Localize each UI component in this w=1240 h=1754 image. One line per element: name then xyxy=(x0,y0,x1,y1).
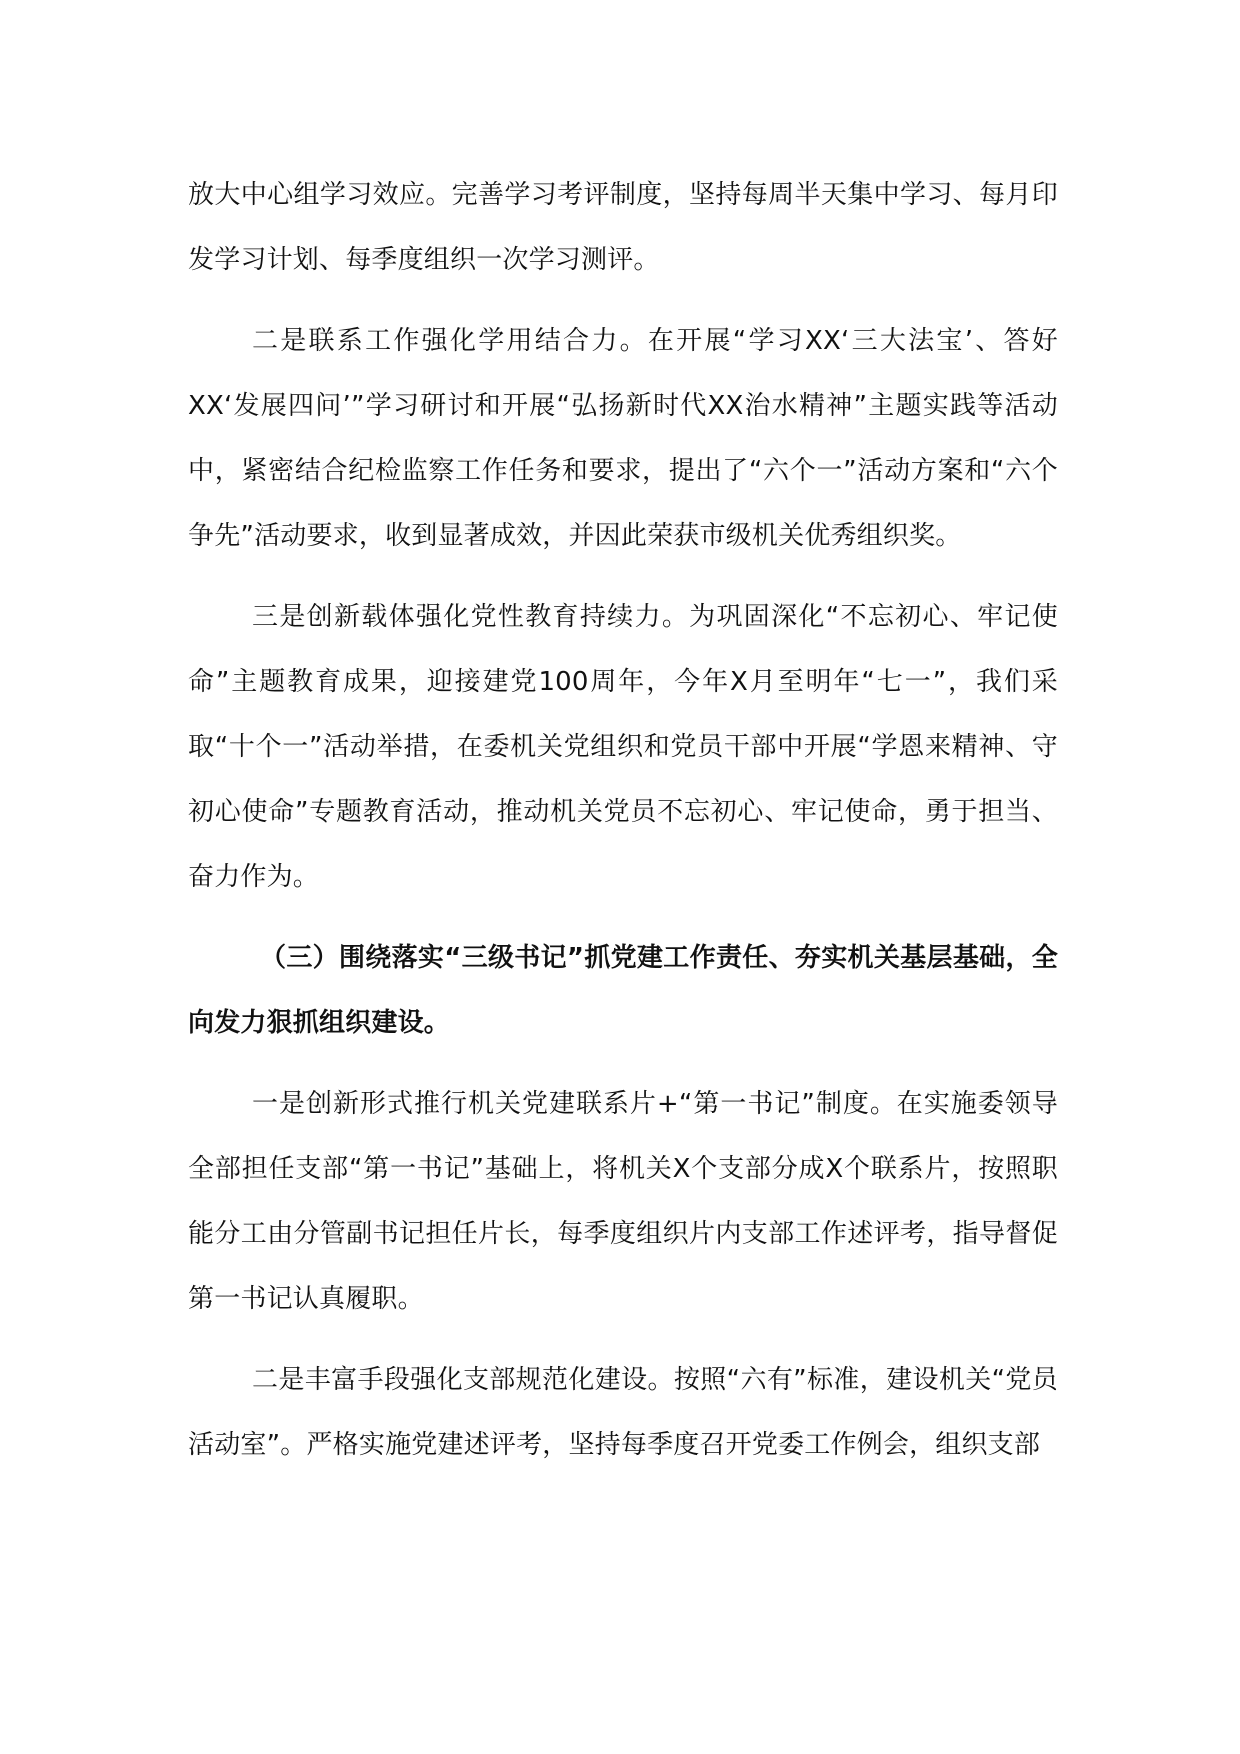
section-heading-organization: （三）围绕落实“三级书记”抓党建工作责任、夯实机关基层基础，全向发力狠抓组织建设。 xyxy=(188,943,1058,1038)
paragraph-party-education: 三是创新载体强化党性教育持续力。为巩固深化“不忘初心、牢记使命”主题教育成果，迎接建党100周年，今年X月至明年“七一”，我们采取“十个一”活动举措，在委机关党组织和党员干部中开展“学恩来精神、守初心使命”专题教育活动，推动机关党员不忘初心、牢记使命，勇于担当、奋力作为。 xyxy=(188,602,1058,892)
paragraph-first-secretary: 一是创新形式推行机关党建联系片+“第一书记”制度。在实施委领导全部担任支部“第一书记”基础上，将机关X个支部分成X个联系片，按照职能分工由分管副书记担任片长，每季度组织片内支部工作述评考，指导督促第一书记认真履职。 xyxy=(188,1089,1058,1314)
document-body xyxy=(188,163,1058,1478)
paragraph-learning-application: 二是联系工作强化学用结合力。在开展“学习XX‘三大法宝’、答好XX‘发展四问’”学习研讨和开展“弘扬新时代XX治水精神”主题实践等活动中，紧密结合纪检监察工作任务和要求，提出了“六个一”活动方案和“六个争先”活动要求，收到显著成效，并因此荣获市级机关优秀组织奖。 xyxy=(188,326,1058,551)
paragraph-branch-standardization: 二是丰富手段强化支部规范化建设。按照“六有”标准，建设机关“党员活动室”。严格实施党建述评考，坚持每季度召开党委工作例会，组织支部 xyxy=(188,1365,1058,1460)
paragraph-study-evaluation: 放大中心组学习效应。完善学习考评制度，坚持每周半天集中学习、每月印发学习计划、每季度组织一次学习测评。 xyxy=(188,180,1058,275)
